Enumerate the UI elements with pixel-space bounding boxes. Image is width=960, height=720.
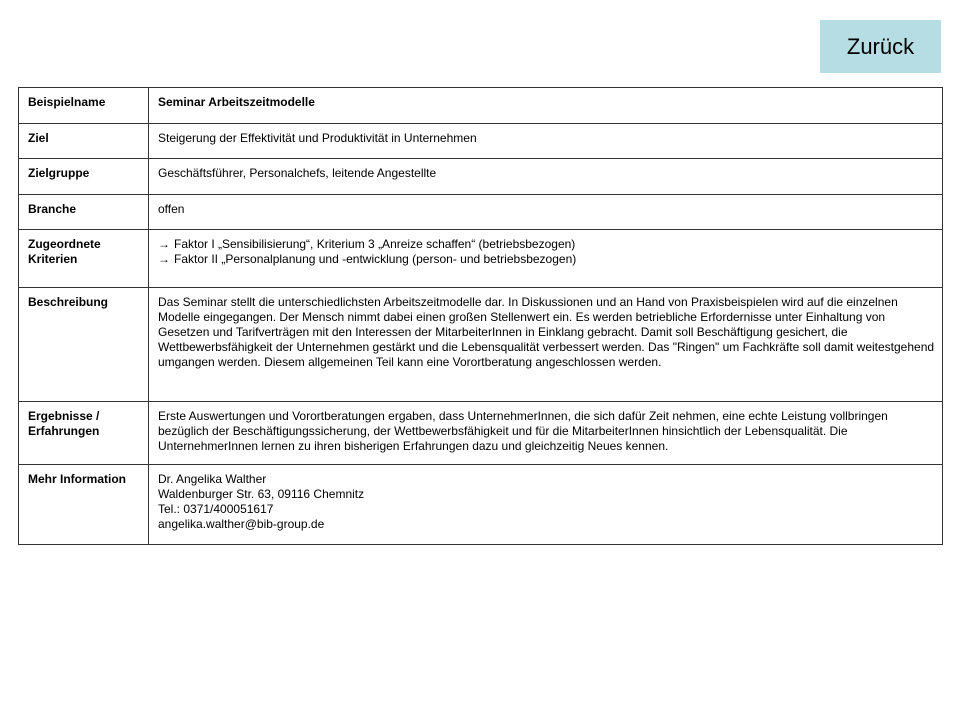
right-arrow-icon: → [158,252,170,266]
row-label: Zugeordnete Kriterien [19,230,149,288]
info-table [18,87,943,545]
table-row-mehr-information [19,465,943,545]
contact-address: Waldenburger Str. 63, 09116 Chemnitz [158,487,365,501]
table-row-ergebnisse [19,402,943,465]
row-label: Beschreibung [19,288,149,402]
row-value-list [149,230,943,288]
table-row-beschreibung [19,288,943,402]
row-label: Zielgruppe [19,159,149,195]
criteria-item [158,237,935,252]
row-label: Ergebnisse / Erfahrungen [19,402,149,465]
row-value: Steigerung der Effektivität und Produktivität in Unternehmen [149,124,943,159]
contact-name: Dr. Angelika Walther [158,472,267,486]
table-row-zielgruppe [19,159,943,195]
row-label: Ziel [19,124,149,159]
contact-info [149,465,943,545]
contact-phone: Tel.: 0371/400051617 [158,502,274,516]
criteria-item-text: Faktor II „Personalplanung und -entwicklung (person- und betriebsbezogen) [174,252,577,266]
row-value: Seminar Arbeitszeitmodelle [149,88,943,124]
row-value: offen [149,195,943,230]
table-row-ziel [19,124,943,159]
criteria-item [158,252,935,267]
back-button[interactable]: Zurück [820,20,941,73]
row-label: Mehr Information [19,465,149,545]
row-value: Geschäftsführer, Personalchefs, leitende Angestellte [149,159,943,195]
row-label: Branche [19,195,149,230]
contact-email: angelika.walther@bib-group.de [158,517,325,531]
right-arrow-icon: → [158,237,170,251]
table-row-kriterien [19,230,943,288]
row-label: Beispielname [19,88,149,124]
table-row-branche [19,195,943,230]
row-value: Erste Auswertungen und Vorortberatungen ergaben, dass UnternehmerInnen, die sich dafür Zeit nehmen, eine echte Leistung vollbringen bezüglich der Beschäftigungssicherung, der Wettbewerbsfähigkeit und für die MitarbeiterInnen hinsichtlich der Lebensqualität. Die UnternehmerInnen lernen zu ihren bisherigen Erfahrungen dazu und gleichzeitig Neues kennen. [149,402,943,465]
row-value: Das Seminar stellt die unterschiedlichsten Arbeitszeitmodelle dar. In Diskussionen und an Hand von Praxisbeispielen wird auf die einzelnen Modelle eingegangen. Der Mensch nimmt dabei einen großen Stellenwert ein. Es werden betriebliche Erfordernisse unter Einhaltung von Gesetzen und Tarifverträgen mit den Interessen der MitarbeiterInnen in Einklang gebracht. Damit soll Beschäftigung gesichert, die Wettbewerbsfähigkeit der Unternehmen gestärkt und die Lebensqualität verbessert werden. Das "Ringen" um Fachkräfte soll damit weitestgehend umgangen werden. Diesem allgemeinen Teil kann eine Vorortberatung angeschlossen werden. [149,288,943,402]
criteria-item-text: Faktor I „Sensibilisierung“, Kriterium 3 „Anreize schaffen“ (betriebsbezogen) [174,237,576,251]
table-row-beispielname [19,88,943,124]
